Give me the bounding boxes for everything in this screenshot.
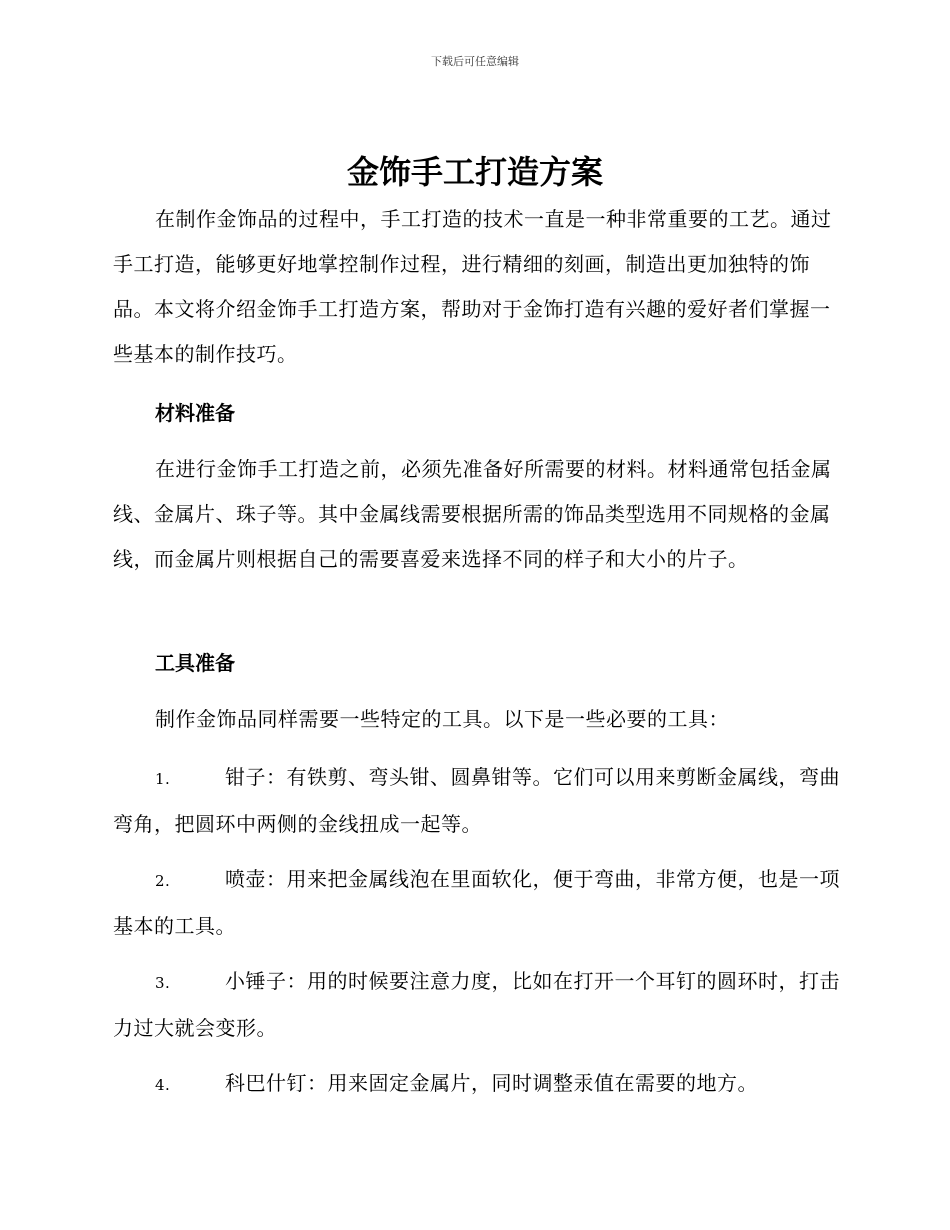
list-item-number: 2. [155, 872, 171, 890]
list-item [113, 1061, 843, 1108]
materials-heading: 材料准备 [155, 401, 235, 425]
list-item-text: 喷壶：用来把金属线泡在里面软化，便于弯曲，非常方便，也是一项基本的工具。 [113, 867, 840, 938]
list-item-text: 钳子：有铁剪、弯头钳、圆鼻钳等。它们可以用来剪断金属线，弯曲弯角，把圆环中两侧的金线扭成一起等。 [113, 765, 840, 836]
tools-intro-paragraph: 制作金饰品同样需要一些特定的工具。以下是一些必要的工具： [155, 707, 729, 731]
list-item-number: 4. [155, 1076, 171, 1094]
document-title: 金饰手工打造方案 [346, 153, 603, 191]
list-item-text: 小锤子：用的时候要注意力度，比如在打开一个耳钉的圆环时，打击力过大就会变形。 [113, 969, 840, 1040]
list-item-number: 3. [155, 974, 171, 992]
tools-heading: 工具准备 [155, 651, 235, 675]
header-note: 下载后可任意编辑 [431, 55, 519, 68]
materials-paragraph: 在进行金饰手工打造之前，必须先准备好所需要的材料。材料通常包括金属线、金属片、珠子等。其中金属线需要根据所需的饰品类型选用不同规格的金属线，而金属片则根据自己的需要喜爱来选择不同的样子和大小的片子。 [113, 457, 832, 571]
list-item [113, 959, 843, 1051]
list-item [113, 857, 843, 949]
list-item [113, 755, 843, 847]
list-item-text: 科巴什钉：用来固定金属片，同时调整汞值在需要的地方。 [225, 1071, 758, 1095]
intro-paragraph: 在制作金饰品的过程中，手工打造的技术一直是一种非常重要的工艺。通过手工打造，能够更好地掌控制作过程，进行精细的刻画，制造出更加独特的饰品。本文将介绍金饰手工打造方案，帮助对于金饰打造有兴趣的爱好者们掌握一些基本的制作技巧。 [113, 207, 832, 366]
list-item-number: 1. [155, 770, 171, 788]
